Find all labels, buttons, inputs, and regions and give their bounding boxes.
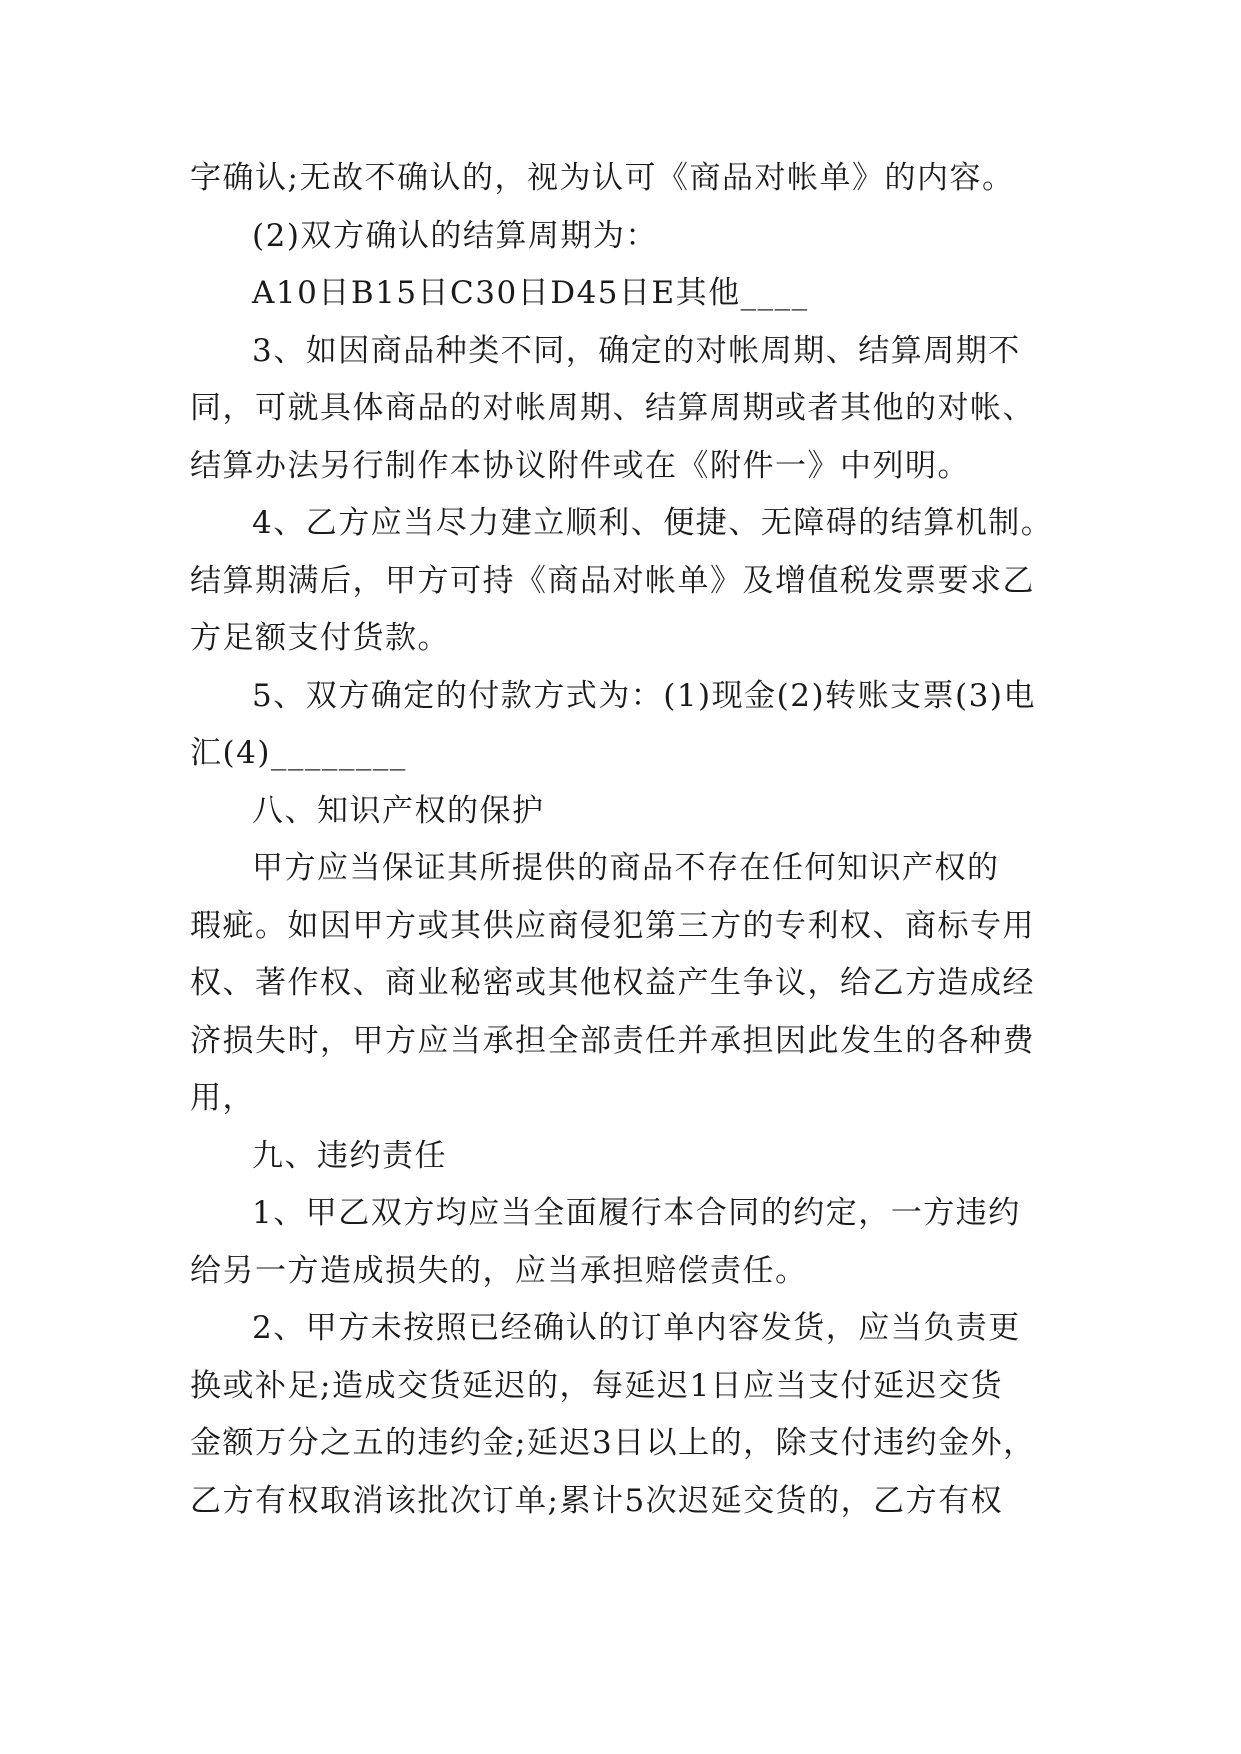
- text-line: 用，: [190, 1080, 255, 1116]
- text-line: 结算期满后，甲方可持《商品对帐单》及增值税发票要求乙: [190, 562, 1035, 599]
- text-line: 济损失时，甲方应当承担全部责任并承担因此发生的各种费: [190, 1022, 1035, 1059]
- text-line: 权、著作权、商业秘密或其他权益产生争议，给乙方造成经: [190, 965, 1035, 1001]
- text-line: 甲方应当保证其所提供的商品不存在任何知识产权的: [252, 850, 1000, 886]
- text-line: 方足额支付货款。: [190, 620, 450, 656]
- text-line: 5、双方确定的付款方式为：(1)现金(2)转账支票(3)电: [252, 677, 1036, 714]
- text-line: 换或补足;造成交货延迟的，每延迟1日应当支付延迟交货: [190, 1367, 1004, 1404]
- text-line: 金额万分之五的违约金;延迟3日以上的，除支付违约金外，: [190, 1425, 1036, 1461]
- text-line: 2、甲方未按照已经确认的订单内容发货，应当负责更: [252, 1310, 1021, 1346]
- text-line: 3、如因商品种类不同，确定的对帐周期、结算周期不: [252, 332, 1021, 369]
- text-line: 字确认;无故不确认的，视为认可《商品对帐单》的内容。: [190, 160, 1015, 196]
- text-line: 给另一方造成损失的，应当承担赔偿责任。: [190, 1252, 808, 1289]
- text-line: 乙方有权取消该批次订单;累计5次迟延交货的，乙方有权: [190, 1482, 1004, 1519]
- contract-text-body: [190, 150, 1070, 1530]
- text-line: 九、违约责任: [252, 1137, 447, 1174]
- text-line: (2)双方确认的结算周期为：: [252, 217, 658, 254]
- text-line: 同，可就具体商品的对帐周期、结算周期或者其他的对帐、: [190, 390, 1035, 426]
- text-line: 1、甲乙双方均应当全面履行本合同的约定，一方违约: [252, 1195, 1021, 1231]
- text-line: A10日B15日C30日D45日E其他____: [252, 275, 809, 311]
- text-line: 汇(4)________: [190, 735, 407, 771]
- text-line: 结算办法另行制作本协议附件或在《附件一》中列明。: [190, 447, 970, 484]
- text-line: 瑕疵。如因甲方或其供应商侵犯第三方的专利权、商标专用: [190, 907, 1035, 944]
- text-line: 4、乙方应当尽力建立顺利、便捷、无障碍的结算机制。: [252, 505, 1054, 541]
- text-line: 八、知识产权的保护: [252, 792, 545, 829]
